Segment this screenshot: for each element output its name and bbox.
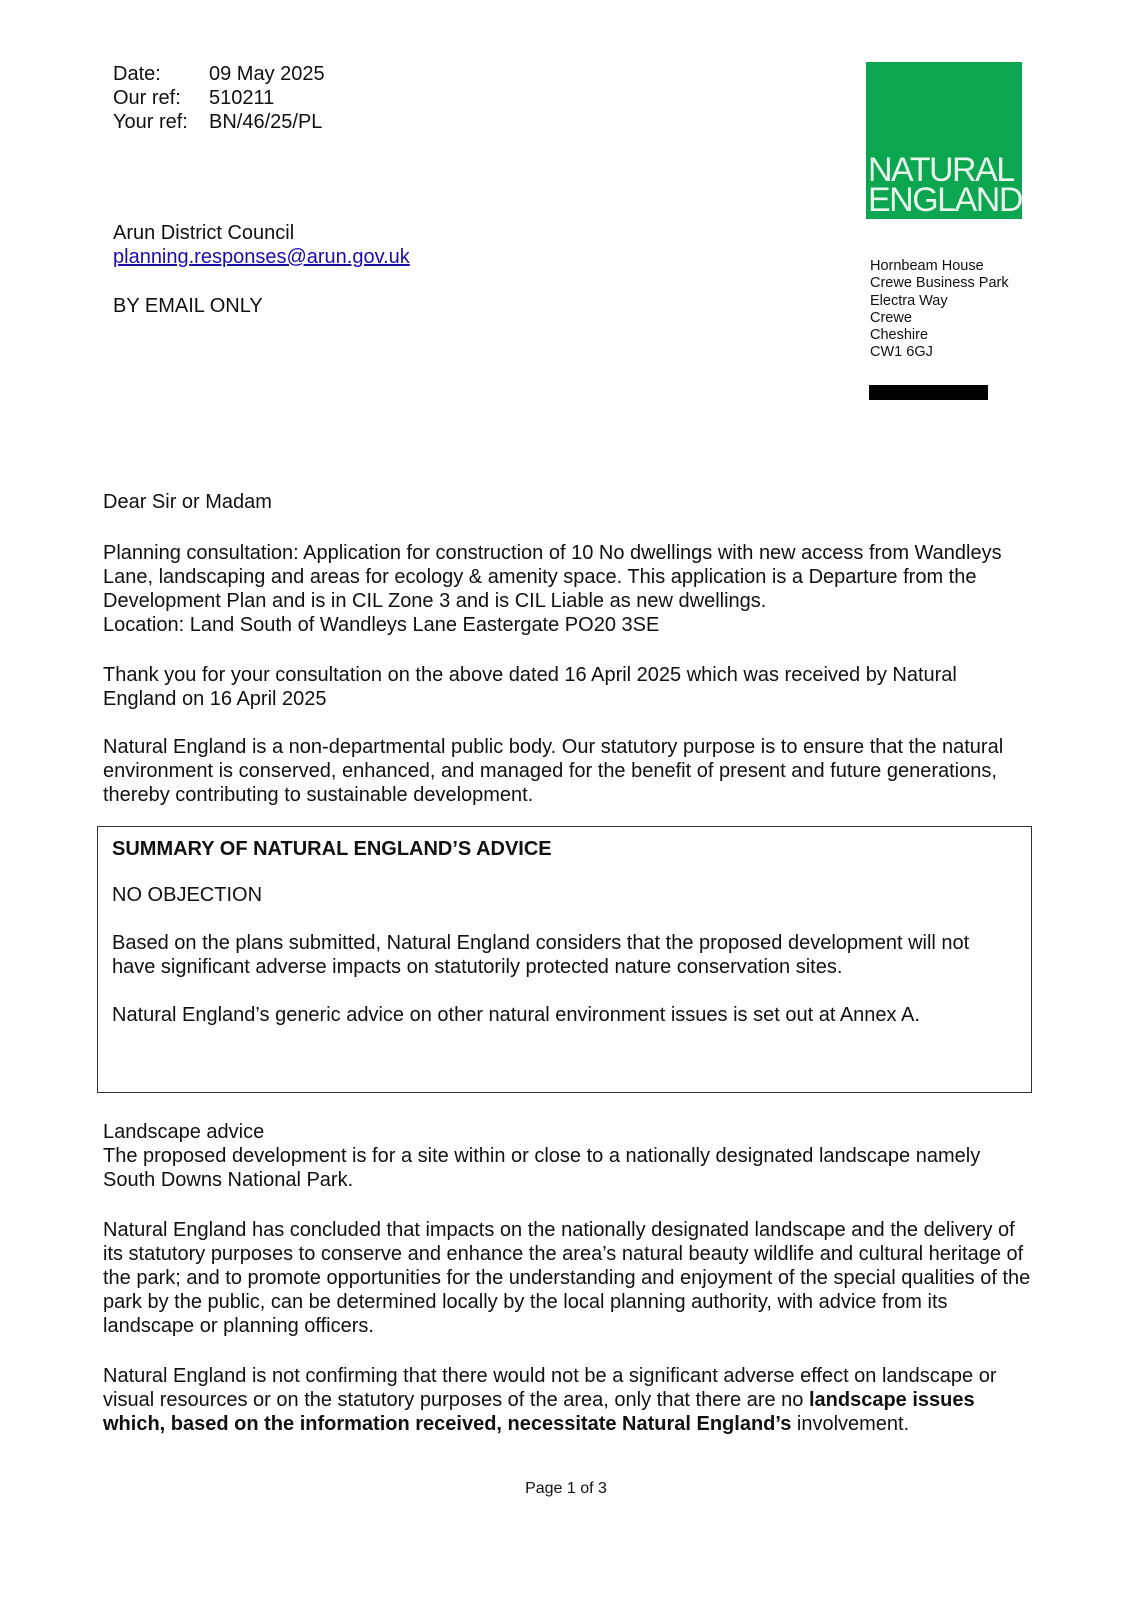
summary-paragraph-1: Based on the plans submitted, Natural England considers that the proposed development will not have significant adverse impacts on statutorily protected nature conservation sites. — [112, 932, 970, 978]
recipient-name: Arun District Council — [113, 222, 295, 244]
address-line: Crewe Business Park — [870, 275, 1009, 292]
address-line: Crewe — [870, 309, 912, 326]
consultation-paragraph — [103, 541, 1033, 637]
your-ref-label: Your ref: — [113, 111, 188, 133]
address-line: Cheshire — [870, 327, 929, 344]
address-line: Hornbeam House — [870, 258, 984, 274]
logo-line-2: ENGLAND — [868, 181, 1022, 219]
delivery-method: BY EMAIL ONLY — [113, 295, 263, 317]
landscape-paragraph-1: The proposed development is for a site within or close to a nationally designated landscape namely South Downs National Park. — [103, 1145, 981, 1191]
summary-paragraph-2: Natural England’s generic advice on other natural environment issues is set out at Annex A. — [112, 1004, 920, 1026]
recipient-email-link[interactable]: planning.responses@arun.gov.uk — [113, 246, 410, 268]
reference-block — [113, 62, 325, 134]
date-value: 09 May 2025 — [209, 63, 325, 85]
your-ref-value: BN/46/25/PL — [209, 111, 323, 133]
landscape-paragraph-3 — [103, 1364, 1033, 1436]
intro-paragraph: Natural England is a non-departmental public body. Our statutory purpose is to ensure that the natural environment is conserved, enhanced, and managed for the benefit of present and future generations, thereby contributing to sustainable development. — [103, 736, 1004, 806]
your-ref-row — [113, 110, 325, 134]
recipient-block — [113, 221, 410, 269]
address-line: Electra Way — [870, 292, 948, 309]
logo-line-1: NATURAL — [868, 151, 1014, 189]
summary-box — [97, 826, 1032, 1093]
natural-england-logo — [866, 62, 1022, 219]
thanks-paragraph: Thank you for your consultation on the above dated 16 April 2025 which was received by Natural England on 16 April 2025 — [103, 664, 957, 710]
logo-text — [868, 151, 1022, 219]
redaction-bar — [869, 385, 988, 400]
summary-verdict: NO OBJECTION — [112, 884, 263, 906]
location-text: Location: Land South of Wandleys Lane Eastergate PO20 3SE — [103, 614, 660, 636]
landscape-heading: Landscape advice — [103, 1121, 265, 1143]
sender-address — [870, 258, 1009, 362]
landscape-para3-bold: landscape issues which, based on the information received, necessitate Natural England’s — [103, 1389, 975, 1435]
address-line: CW1 6GJ — [870, 344, 933, 361]
our-ref-row — [113, 86, 325, 110]
our-ref-label: Our ref: — [113, 87, 181, 109]
date-row — [113, 62, 325, 86]
our-ref-value: 510211 — [209, 87, 275, 109]
page-number: Page 1 of 3 — [525, 1480, 607, 1497]
summary-title: SUMMARY OF NATURAL ENGLAND’S ADVICE — [112, 838, 552, 860]
landscape-paragraph-2: Natural England has concluded that impacts on the nationally designated landscape and the delivery of its statutory purposes to conserve and enhance the area’s natural beauty wildlife and cultural heritage of the park; and to promote opportunities for the understanding and enjoyment of the special qualities of the park by the public, can be determined locally by the local planning authority, with advice from its landscape or planning officers. — [103, 1219, 1031, 1337]
landscape-para3-end: involvement. — [791, 1413, 910, 1435]
landscape-section — [103, 1120, 1033, 1192]
consultation-text: Planning consultation: Application for construction of 10 No dwellings with new access from Wandleys Lane, landscaping and areas for ecology & amenity space. This application is a Departure from the Development Plan and is in CIL Zone 3 and is CIL Liable as new dwellings. — [103, 542, 1002, 612]
landscape-para3-start: Natural England is not confirming that there would not be a significant adverse effect on landscape or visual resources or on the statutory purposes of the area, only that there are no — [103, 1365, 997, 1411]
date-label: Date: — [113, 63, 161, 85]
salutation: Dear Sir or Madam — [103, 491, 272, 513]
